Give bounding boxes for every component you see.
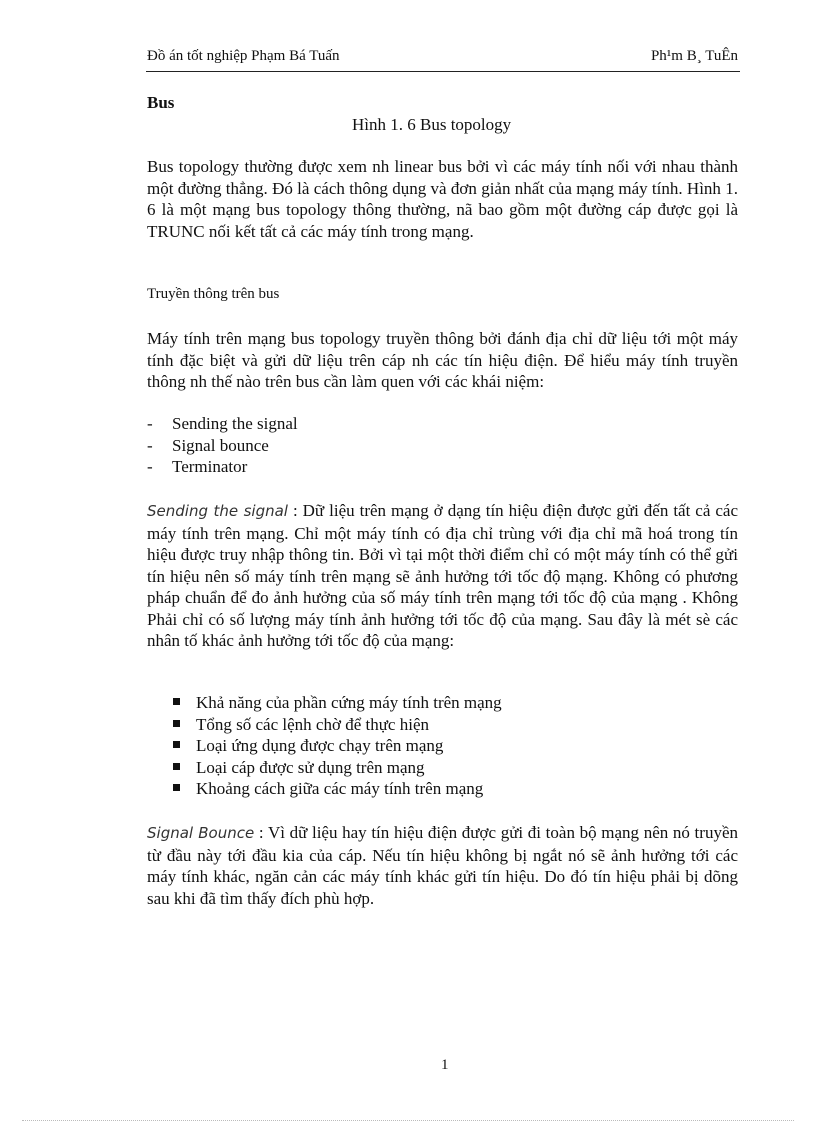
factor-label: Loại cáp được sử dụng trên mạng bbox=[196, 757, 425, 777]
header-left-title: Đồ án tốt nghiệp Phạm Bá Tuấn bbox=[147, 48, 340, 64]
list-item bbox=[171, 714, 502, 736]
square-bullet-icon bbox=[173, 698, 180, 705]
subheading-bus-communication: Truyền thông trên bus bbox=[147, 286, 280, 302]
concept-label: Sending the signal bbox=[172, 414, 298, 433]
square-bullet-icon bbox=[173, 763, 180, 770]
sending-signal-text: : Dữ liệu trên mạng ở dạng tín hiệu điện được gửi đến tất cả các máy tính trên mạng. Chỉ một máy tính có địa chỉ trùng với địa chỉ mã hoá trong tín hiệu được truy nhập thông tin. Bởi vì tại một thời điểm chỉ có một máy tính có thể gửi tín hiệu nên số máy tính trên mạng sẽ ảnh hưởng tới tốc độ mạng. Không có phương pháp chuẩn để đo ảnh hưởng của số máy tính trên mạng tới tốc độ của mạng . Không Phải chỉ có số lượng máy tính ảnh hưởng tới tốc độ của mạng. Sau đây là mét sè các nhân tố khác ảnh hưởng tới tốc độ của mạng: bbox=[147, 501, 739, 650]
factor-label: Loại ứng dụng được chạy trên mạng bbox=[196, 736, 444, 755]
term-signal-bounce: Signal Bounce bbox=[147, 824, 255, 842]
list-item bbox=[147, 456, 298, 478]
term-sending-signal: Sending the signal bbox=[147, 502, 288, 520]
header-right-author: Ph¹m B¸ TuÊn bbox=[650, 48, 738, 64]
page-number: 1 bbox=[441, 1057, 449, 1073]
concept-list bbox=[147, 413, 298, 478]
dash-bullet-icon: - bbox=[147, 435, 153, 455]
list-item bbox=[147, 413, 298, 435]
dash-bullet-icon: - bbox=[147, 414, 153, 433]
factor-label: Khả năng của phần cứng máy tính trên mạng bbox=[196, 693, 502, 712]
square-bullet-icon bbox=[173, 741, 180, 748]
paragraph-communication: Máy tính trên mạng bus topology truyền thông bởi đánh địa chỉ dữ liệu tới một máy tính đặc biệt và gửi dữ liệu trên cáp nh các tín hiệu điện. Để hiểu máy tính truyền thông nh thế nào trên bus cần làm quen với các khái niệm: bbox=[147, 329, 738, 391]
factor-label: Khoảng cách giữa các máy tính trên mạng bbox=[196, 779, 484, 798]
page-bottom-edge bbox=[22, 1120, 794, 1121]
concept-label: Signal bounce bbox=[172, 435, 269, 455]
list-item bbox=[171, 778, 502, 800]
figure-caption: Hình 1. 6 Bus topology bbox=[352, 115, 512, 134]
concept-label: Terminator bbox=[172, 457, 248, 476]
square-bullet-icon bbox=[173, 720, 180, 727]
header-divider bbox=[146, 71, 740, 72]
factor-label: Tổng số các lệnh chờ để thực hiện bbox=[196, 714, 429, 734]
factor-list bbox=[171, 692, 502, 800]
paragraph-intro: Bus topology thường được xem nh linear bus bởi vì các máy tính nối với nhau thành một đường thẳng. Đó là cách thông dụng và đơn giản nhất của mạng máy tính. Hình 1. 6 là một mạng bus topology thông thường, nã bao gồm một đường cáp được gọi là TRUNC nối kết tất cả các máy tính trong mạng. bbox=[147, 157, 738, 241]
list-item bbox=[171, 735, 502, 757]
list-item bbox=[171, 757, 502, 779]
section-title: Bus bbox=[147, 93, 175, 112]
list-item bbox=[171, 692, 502, 714]
paragraph-signal-bounce bbox=[147, 822, 738, 909]
signal-bounce-text: : Vì dữ liệu hay tín hiệu điện được gửi đi toàn bộ mạng nên nó truyền từ đầu này tới đầu kia của cáp. Nếu tín hiệu không bị ngắt nó sẽ ảnh hưởng tới các máy tính khác, ngăn cản các máy tính khác gửi tín hiệu. Do đó tín hiệu phải bị dõng sau khi đã tìm thấy đích phù hợp. bbox=[147, 823, 738, 908]
dash-bullet-icon: - bbox=[147, 457, 153, 476]
square-bullet-icon bbox=[173, 784, 180, 791]
paragraph-sending-signal bbox=[147, 500, 738, 652]
list-item bbox=[147, 435, 298, 457]
